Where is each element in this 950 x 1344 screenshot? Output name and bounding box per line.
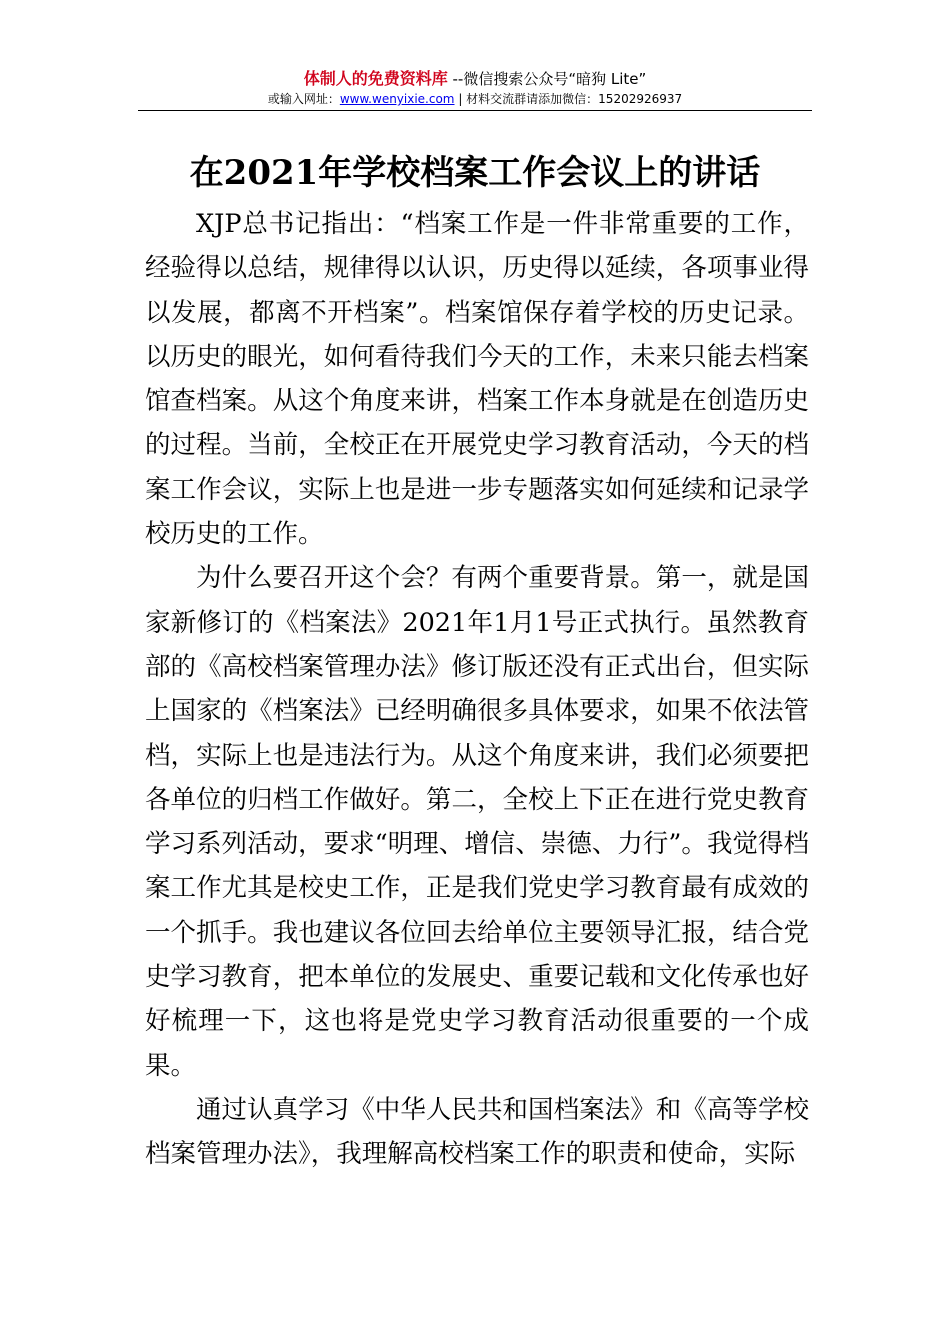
header-promo-line xyxy=(138,68,812,90)
contact-info: | 材料交流群请添加微信：15202926937 xyxy=(454,92,683,106)
header-contact-line xyxy=(138,90,812,108)
brand-name: 体制人的免费资料库 xyxy=(303,69,448,88)
header-divider xyxy=(138,110,812,111)
paragraph: XJP总书记指出：“档案工作是一件非常重要的工作，经验得以总结，规律得以认识，历史得以延续，各项事业得以发展，都离不开档案”。档案馆保存着学校的历史记录。以历史的眼光，如何看待我们今天的工作，未来只能去档案馆查档案。从这个角度来讲，档案工作本身就是在创造历史的过程。当前，全校正在开展党史学习教育活动，今天的档案工作会议，实际上也是进一步专题落实如何延续和记录学校历史的工作。 xyxy=(145,209,809,550)
page-header xyxy=(138,68,812,108)
header-tagline: --微信搜索公众号“暗狗 Lite” xyxy=(447,70,647,88)
paragraph: 通过认真学习《中华人民共和国档案法》和《高等学校档案管理办法》，我理解高校档案工作的职责和使命，实际 xyxy=(145,1094,809,1170)
paragraph: 为什么要召开这个会？有两个重要背景。第一，就是国家新修订的《档案法》2021年1月1号正式执行。虽然教育部的《高校档案管理办法》修订版还没有正式出台，但实际上国家的《档案法》已经明确很多具体要求，如果不依法管档，实际上也是违法行为。从这个角度来讲，我们必须要把各单位的归档工作做好。第二，全校上下正在进行党史教育学习系列活动，要求“明理、增信、崇德、力行”。我觉得档案工作尤其是校史工作，正是我们党史学习教育最有成效的一个抓手。我也建议各位回去给单位主要领导汇报，结合党史学习教育，把本单位的发展史、重要记载和文化传承也好好梳理一下，这也将是党史学习教育活动很重要的一个成果。 xyxy=(145,563,809,1081)
document-title: 在2021年学校档案工作会议上的讲话 xyxy=(189,153,761,193)
url-prefix: 或输入网址： xyxy=(267,92,340,106)
document-body xyxy=(145,202,809,1177)
website-link[interactable]: www.wenyixie.com xyxy=(339,92,455,106)
